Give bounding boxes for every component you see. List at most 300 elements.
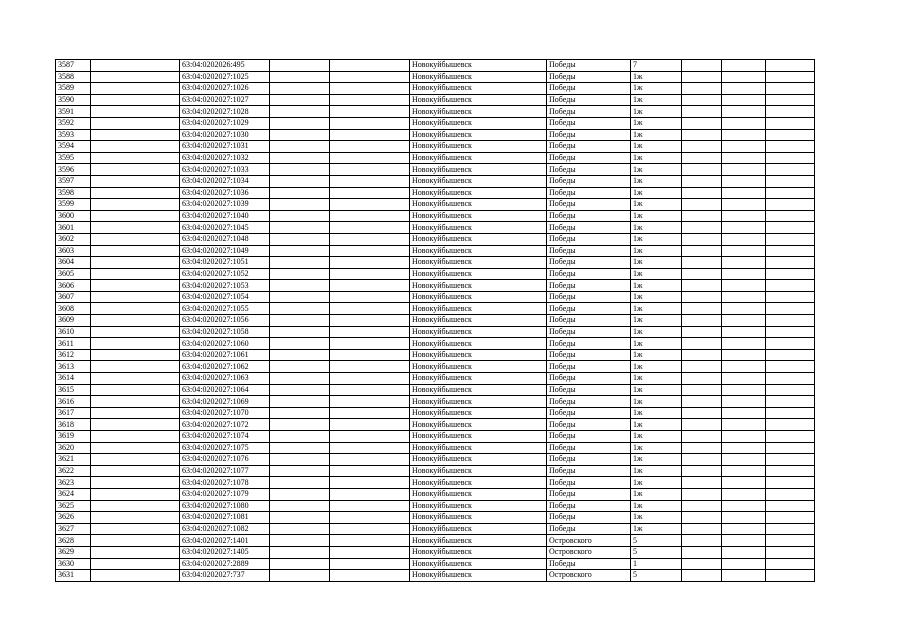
table-row (56, 291, 815, 303)
house-number-cell: 1ж (631, 361, 682, 373)
empty-cell (766, 94, 815, 106)
city-cell: Новокуйбышевск (410, 373, 547, 385)
empty-cell (91, 454, 180, 466)
house-number-cell: 1ж (631, 326, 682, 338)
city-cell: Новокуйбышевск (410, 210, 547, 222)
street-cell: Победы (547, 257, 631, 269)
street-cell: Победы (547, 141, 631, 153)
empty-cell (722, 431, 766, 443)
table-row (56, 326, 815, 338)
street-cell: Победы (547, 396, 631, 408)
empty-cell (766, 373, 815, 385)
empty-cell (270, 117, 330, 129)
empty-cell (766, 546, 815, 558)
empty-cell (330, 384, 410, 396)
city-cell: Новокуйбышевск (410, 117, 547, 129)
street-cell: Победы (547, 164, 631, 176)
row-number-cell: 3595 (56, 152, 91, 164)
house-number-cell: 1ж (631, 338, 682, 350)
empty-cell (722, 199, 766, 211)
empty-cell (766, 431, 815, 443)
city-cell: Новокуйбышевск (410, 280, 547, 292)
cadastral-number-cell: 63:04:0202027:1074 (180, 431, 270, 443)
empty-cell (722, 535, 766, 547)
city-cell: Новокуйбышевск (410, 500, 547, 512)
row-number-cell: 3588 (56, 71, 91, 83)
empty-cell (91, 407, 180, 419)
empty-cell (722, 210, 766, 222)
empty-cell (91, 523, 180, 535)
empty-cell (270, 60, 330, 72)
empty-cell (766, 280, 815, 292)
city-cell: Новокуйбышевск (410, 431, 547, 443)
empty-cell (270, 175, 330, 187)
empty-cell (330, 187, 410, 199)
empty-cell (722, 349, 766, 361)
row-number-cell: 3618 (56, 419, 91, 431)
table-row (56, 396, 815, 408)
empty-cell (766, 361, 815, 373)
street-cell: Победы (547, 442, 631, 454)
table-row (56, 361, 815, 373)
table-row (56, 500, 815, 512)
empty-cell (722, 419, 766, 431)
city-cell: Новокуйбышевск (410, 349, 547, 361)
empty-cell (722, 164, 766, 176)
street-cell: Победы (547, 431, 631, 443)
cadastral-number-cell: 63:04:0202027:1034 (180, 175, 270, 187)
row-number-cell: 3608 (56, 303, 91, 315)
city-cell: Новокуйбышевск (410, 303, 547, 315)
row-number-cell: 3617 (56, 407, 91, 419)
city-cell: Новокуйбышевск (410, 465, 547, 477)
empty-cell (330, 326, 410, 338)
empty-cell (270, 233, 330, 245)
street-cell: Победы (547, 303, 631, 315)
empty-cell (270, 152, 330, 164)
house-number-cell: 1ж (631, 257, 682, 269)
empty-cell (682, 558, 722, 570)
empty-cell (91, 210, 180, 222)
table-row (56, 442, 815, 454)
empty-cell (330, 535, 410, 547)
house-number-cell: 1ж (631, 431, 682, 443)
empty-cell (722, 60, 766, 72)
row-number-cell: 3615 (56, 384, 91, 396)
empty-cell (270, 488, 330, 500)
empty-cell (270, 512, 330, 524)
empty-cell (91, 233, 180, 245)
empty-cell (330, 373, 410, 385)
row-number-cell: 3599 (56, 199, 91, 211)
street-cell: Островского (547, 570, 631, 582)
street-cell: Победы (547, 454, 631, 466)
table-row (56, 349, 815, 361)
empty-cell (722, 384, 766, 396)
cadastral-number-cell: 63:04:0202027:1025 (180, 71, 270, 83)
empty-cell (766, 222, 815, 234)
empty-cell (682, 117, 722, 129)
empty-cell (91, 431, 180, 443)
empty-cell (330, 257, 410, 269)
empty-cell (682, 431, 722, 443)
street-cell: Островского (547, 546, 631, 558)
empty-cell (270, 442, 330, 454)
empty-cell (330, 477, 410, 489)
empty-cell (270, 523, 330, 535)
street-cell: Победы (547, 187, 631, 199)
row-number-cell: 3614 (56, 373, 91, 385)
empty-cell (91, 94, 180, 106)
house-number-cell: 1ж (631, 245, 682, 257)
street-cell: Победы (547, 94, 631, 106)
empty-cell (330, 349, 410, 361)
house-number-cell: 1ж (631, 94, 682, 106)
empty-cell (330, 233, 410, 245)
cadastral-number-cell: 63:04:0202027:1076 (180, 454, 270, 466)
empty-cell (722, 117, 766, 129)
empty-cell (722, 361, 766, 373)
table-row (56, 558, 815, 570)
cadastral-number-cell: 63:04:0202027:737 (180, 570, 270, 582)
empty-cell (682, 477, 722, 489)
row-number-cell: 3603 (56, 245, 91, 257)
cadastral-number-cell: 63:04:0202026:495 (180, 60, 270, 72)
empty-cell (722, 523, 766, 535)
city-cell: Новокуйбышевск (410, 71, 547, 83)
cadastral-number-cell: 63:04:0202027:1032 (180, 152, 270, 164)
city-cell: Новокуйбышевск (410, 407, 547, 419)
empty-cell (766, 500, 815, 512)
empty-cell (91, 546, 180, 558)
empty-cell (330, 129, 410, 141)
empty-cell (270, 500, 330, 512)
empty-cell (91, 280, 180, 292)
table-row (56, 465, 815, 477)
empty-cell (270, 396, 330, 408)
row-number-cell: 3627 (56, 523, 91, 535)
empty-cell (91, 338, 180, 350)
empty-cell (330, 222, 410, 234)
city-cell: Новокуйбышевск (410, 199, 547, 211)
empty-cell (682, 361, 722, 373)
row-number-cell: 3613 (56, 361, 91, 373)
empty-cell (682, 407, 722, 419)
cadastral-number-cell: 63:04:0202027:1029 (180, 117, 270, 129)
street-cell: Победы (547, 71, 631, 83)
street-cell: Победы (547, 315, 631, 327)
row-number-cell: 3604 (56, 257, 91, 269)
cadastral-number-cell: 63:04:0202027:1061 (180, 349, 270, 361)
empty-cell (270, 106, 330, 118)
empty-cell (722, 106, 766, 118)
table-row (56, 373, 815, 385)
empty-cell (91, 222, 180, 234)
house-number-cell: 1ж (631, 199, 682, 211)
table-row (56, 407, 815, 419)
table-row (56, 280, 815, 292)
empty-cell (91, 315, 180, 327)
city-cell: Новокуйбышевск (410, 326, 547, 338)
empty-cell (722, 222, 766, 234)
street-cell: Победы (547, 222, 631, 234)
table-row (56, 546, 815, 558)
empty-cell (91, 71, 180, 83)
empty-cell (270, 129, 330, 141)
table-row (56, 535, 815, 547)
table-row (56, 419, 815, 431)
empty-cell (330, 94, 410, 106)
empty-cell (91, 60, 180, 72)
empty-cell (330, 570, 410, 582)
house-number-cell: 1ж (631, 222, 682, 234)
house-number-cell: 1ж (631, 71, 682, 83)
empty-cell (766, 326, 815, 338)
empty-cell (766, 175, 815, 187)
table-row (56, 129, 815, 141)
street-cell: Победы (547, 373, 631, 385)
empty-cell (766, 164, 815, 176)
table-row (56, 94, 815, 106)
empty-cell (91, 500, 180, 512)
empty-cell (722, 454, 766, 466)
table-row (56, 71, 815, 83)
empty-cell (330, 280, 410, 292)
empty-cell (722, 407, 766, 419)
empty-cell (270, 535, 330, 547)
street-cell: Победы (547, 268, 631, 280)
empty-cell (766, 303, 815, 315)
row-number-cell: 3590 (56, 94, 91, 106)
row-number-cell: 3587 (56, 60, 91, 72)
city-cell: Новокуйбышевск (410, 106, 547, 118)
cadastral-number-cell: 63:04:0202027:1048 (180, 233, 270, 245)
table-row (56, 60, 815, 72)
empty-cell (270, 303, 330, 315)
empty-cell (91, 396, 180, 408)
row-number-cell: 3601 (56, 222, 91, 234)
cadastral-number-cell: 63:04:0202027:1053 (180, 280, 270, 292)
house-number-cell: 1ж (631, 407, 682, 419)
street-cell: Победы (547, 477, 631, 489)
empty-cell (270, 257, 330, 269)
empty-cell (682, 315, 722, 327)
empty-cell (766, 187, 815, 199)
empty-cell (91, 535, 180, 547)
city-cell: Новокуйбышевск (410, 152, 547, 164)
city-cell: Новокуйбышевск (410, 129, 547, 141)
city-cell: Новокуйбышевск (410, 83, 547, 95)
house-number-cell: 1ж (631, 210, 682, 222)
cadastral-number-cell: 63:04:0202027:1031 (180, 141, 270, 153)
empty-cell (682, 465, 722, 477)
cadastral-number-cell: 63:04:0202027:1051 (180, 257, 270, 269)
cadastral-number-cell: 63:04:0202027:1070 (180, 407, 270, 419)
empty-cell (722, 94, 766, 106)
city-cell: Новокуйбышевск (410, 291, 547, 303)
house-number-cell: 1ж (631, 129, 682, 141)
house-number-cell: 1ж (631, 268, 682, 280)
cadastral-number-cell: 63:04:0202027:1060 (180, 338, 270, 350)
city-cell: Новокуйбышевск (410, 442, 547, 454)
cadastral-number-cell: 63:04:0202027:1062 (180, 361, 270, 373)
empty-cell (330, 210, 410, 222)
city-cell: Новокуйбышевск (410, 570, 547, 582)
table-row (56, 210, 815, 222)
empty-cell (91, 558, 180, 570)
empty-cell (330, 488, 410, 500)
empty-cell (91, 187, 180, 199)
row-number-cell: 3619 (56, 431, 91, 443)
row-number-cell: 3609 (56, 315, 91, 327)
table-row (56, 164, 815, 176)
table-row (56, 175, 815, 187)
row-number-cell: 3621 (56, 454, 91, 466)
empty-cell (682, 442, 722, 454)
cadastral-number-cell: 63:04:0202027:1069 (180, 396, 270, 408)
empty-cell (270, 199, 330, 211)
empty-cell (682, 245, 722, 257)
empty-cell (91, 152, 180, 164)
empty-cell (330, 60, 410, 72)
empty-cell (682, 523, 722, 535)
table-row (56, 477, 815, 489)
empty-cell (722, 570, 766, 582)
empty-cell (682, 164, 722, 176)
empty-cell (682, 454, 722, 466)
cadastral-number-cell: 63:04:0202027:1064 (180, 384, 270, 396)
empty-cell (766, 442, 815, 454)
empty-cell (330, 303, 410, 315)
empty-cell (91, 291, 180, 303)
empty-cell (722, 187, 766, 199)
city-cell: Новокуйбышевск (410, 454, 547, 466)
row-number-cell: 3598 (56, 187, 91, 199)
house-number-cell: 5 (631, 535, 682, 547)
cadastral-number-cell: 63:04:0202027:1080 (180, 500, 270, 512)
empty-cell (270, 326, 330, 338)
table-row (56, 141, 815, 153)
empty-cell (766, 268, 815, 280)
city-cell: Новокуйбышевск (410, 523, 547, 535)
empty-cell (330, 164, 410, 176)
row-number-cell: 3628 (56, 535, 91, 547)
empty-cell (766, 233, 815, 245)
empty-cell (682, 141, 722, 153)
empty-cell (766, 535, 815, 547)
empty-cell (722, 268, 766, 280)
street-cell: Победы (547, 83, 631, 95)
row-number-cell: 3629 (56, 546, 91, 558)
house-number-cell: 1ж (631, 500, 682, 512)
row-number-cell: 3631 (56, 570, 91, 582)
house-number-cell: 1ж (631, 175, 682, 187)
empty-cell (270, 407, 330, 419)
street-cell: Победы (547, 245, 631, 257)
empty-cell (682, 291, 722, 303)
empty-cell (682, 83, 722, 95)
empty-cell (91, 512, 180, 524)
cadastral-number-cell: 63:04:0202027:1033 (180, 164, 270, 176)
table-row (56, 83, 815, 95)
cadastral-number-cell: 63:04:0202027:1030 (180, 129, 270, 141)
empty-cell (330, 83, 410, 95)
empty-cell (722, 488, 766, 500)
empty-cell (722, 141, 766, 153)
house-number-cell: 1ж (631, 454, 682, 466)
cadastral-number-cell: 63:04:0202027:1079 (180, 488, 270, 500)
empty-cell (722, 373, 766, 385)
street-cell: Победы (547, 361, 631, 373)
empty-cell (91, 106, 180, 118)
empty-cell (330, 396, 410, 408)
street-cell: Победы (547, 326, 631, 338)
street-cell: Победы (547, 384, 631, 396)
empty-cell (270, 222, 330, 234)
cadastral-number-cell: 63:04:0202027:1078 (180, 477, 270, 489)
empty-cell (91, 477, 180, 489)
empty-cell (682, 280, 722, 292)
empty-cell (91, 373, 180, 385)
house-number-cell: 1ж (631, 141, 682, 153)
empty-cell (270, 164, 330, 176)
cadastral-number-cell: 63:04:0202027:1401 (180, 535, 270, 547)
cadastral-number-cell: 63:04:0202027:1405 (180, 546, 270, 558)
empty-cell (91, 465, 180, 477)
empty-cell (682, 500, 722, 512)
empty-cell (270, 431, 330, 443)
empty-cell (766, 141, 815, 153)
empty-cell (682, 129, 722, 141)
house-number-cell: 1ж (631, 303, 682, 315)
empty-cell (682, 222, 722, 234)
cadastral-number-cell: 63:04:0202027:1036 (180, 187, 270, 199)
cadastral-number-cell: 63:04:0202027:1081 (180, 512, 270, 524)
empty-cell (330, 523, 410, 535)
row-number-cell: 3602 (56, 233, 91, 245)
cadastral-number-cell: 63:04:0202027:1054 (180, 291, 270, 303)
row-number-cell: 3630 (56, 558, 91, 570)
house-number-cell: 1ж (631, 373, 682, 385)
empty-cell (682, 71, 722, 83)
street-cell: Победы (547, 465, 631, 477)
row-number-cell: 3597 (56, 175, 91, 187)
house-number-cell: 1ж (631, 280, 682, 292)
house-number-cell: 1ж (631, 83, 682, 95)
empty-cell (722, 558, 766, 570)
street-cell: Победы (547, 129, 631, 141)
house-number-cell: 1ж (631, 523, 682, 535)
empty-cell (330, 419, 410, 431)
table-row (56, 384, 815, 396)
empty-cell (766, 349, 815, 361)
row-number-cell: 3620 (56, 442, 91, 454)
empty-cell (682, 210, 722, 222)
empty-cell (682, 187, 722, 199)
empty-cell (330, 442, 410, 454)
house-number-cell: 1ж (631, 465, 682, 477)
empty-cell (270, 245, 330, 257)
empty-cell (330, 152, 410, 164)
empty-cell (682, 396, 722, 408)
cadastral-number-cell: 63:04:0202027:1027 (180, 94, 270, 106)
empty-cell (91, 488, 180, 500)
empty-cell (270, 83, 330, 95)
city-cell: Новокуйбышевск (410, 175, 547, 187)
cadastral-number-cell: 63:04:0202027:1075 (180, 442, 270, 454)
empty-cell (682, 60, 722, 72)
empty-cell (766, 199, 815, 211)
